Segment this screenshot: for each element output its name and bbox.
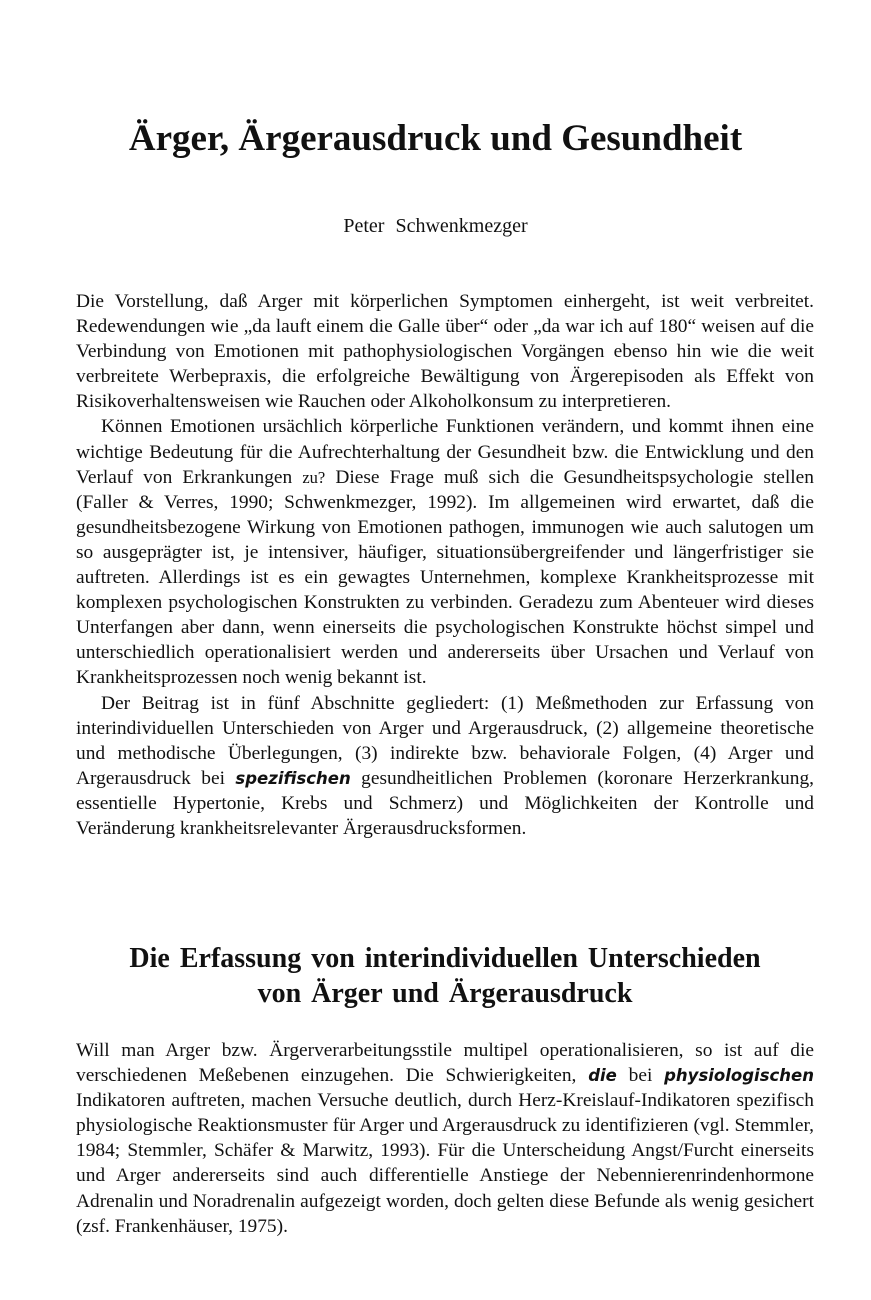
intro-paragraph-2-part-1: Können Emotionen ursächlich körperliche Funktionen verändern, und kommt ihnen eine wichtige Bedeutung für die Aufrechterhaltung der Gesundheit bzw. die Entwicklung und den Verlauf von Erkrankungen: [76, 416, 814, 488]
intro-paragraph-3-part-1: Der Beitrag ist in fünf Abschnitte gegliedert: (1) Meßmethoden zur Erfassung von interindividuellen Unterschieden von Arger und Argerausdruck, (2) allgemeine theoretische und methodische Überlegungen, (3) indirekte bzw. behaviorale Folgen, (4) Arger und Argerausdruck bei: [76, 692, 814, 789]
intro-paragraph-2-zu: zu?: [302, 467, 326, 487]
emphasis-die: die: [588, 1066, 617, 1086]
intro-paragraph-2: [76, 414, 814, 690]
author-name: Peter Schwenkmezger: [343, 215, 528, 237]
intro-paragraph-3: [76, 691, 814, 842]
emphasis-spezifischen: spezifischen: [235, 768, 351, 788]
section-paragraph-1-part-1: Will man Arger bzw. Ärgerverarbeitungsstile multipel operationalisieren, so ist auf die verschiedenen Meßebenen einzugehen. Die Schwierigkeiten,: [76, 1040, 814, 1087]
intro-paragraph-1: Die Vorstellung, daß Arger mit körperlichen Symptomen einhergeht, ist weit verbreitet. Redewendungen wie „da lauft einem die Galle über“ oder „da war ich auf 180“ weisen auf die Verbindung von Emotionen mit pathophysiologischen Vorgängen ebenso hin wie die weit verbreitete Werbepraxis, die erfolgreiche Bewältigung von Ärgerepisoden als Effekt von Risikoverhaltensweisen wie Rauchen oder Alkoholkonsum zu interpretieren.: [76, 291, 814, 413]
emphasis-physiologischen: physiologischen: [664, 1066, 814, 1086]
intro-paragraph-2-part-2: Diese Frage muß sich die Gesundheitspsychologie stellen (Faller & Verres, 1990; Schwenkmezger, 1992). Im allgemeinen wird erwartet, daß die gesundheitsbezogene Wirkung von Emotionen pathogen, immunogen wie auch salutogen um so ausgeprägter ist, je intensiver, häufiger, situationsübergreifender und längerfristiger sie auftreten. Allerdings ist es ein gewagtes Unternehmen, komplexe Krankheitsprozesse mit komplexen psychologischen Konstrukten zu verbinden. Geradezu zum Abenteuer wird dieses Unterfangen aber dann, wenn einerseits die psychologischen Konstrukte höchst simpel und unterschiedlich operationalisiert werden und andererseits über Ursachen und Verlauf von Krankheitsprozessen noch wenig bekannt ist.: [76, 466, 814, 689]
section-heading-line-2: von Ärger und Ärgerausdruck: [257, 978, 633, 1009]
intro-body: [76, 289, 814, 841]
section-paragraph-1-part-2: Indikatoren auftreten, machen Versuche deutlich, durch Herz-Kreislauf-Indikatoren spezifisch physiologische Reaktionsmuster für Arger und Argerausdruck zu identifizieren (vgl. Stemmler, 1984; Stemmler, Schäfer & Marwitz, 1993). Für die Unterscheidung Angst/Furcht einerseits und Arger andererseits sind auch differentielle Anstiege der Nebennierenrindenhormone Adrenalin und Noradrenalin aufgezeigt worden, doch gelten diese Befunde als wenig gesichert (zsf. Frankenhäuser, 1975).: [76, 1090, 814, 1237]
section-paragraph-1-bei: bei: [628, 1065, 653, 1087]
section-heading-line-1: Die Erfassung von interindividuellen Unterschieden: [129, 943, 761, 974]
section-paragraph-1: [76, 1038, 814, 1239]
intro-paragraph-3-part-2: gesundheitlichen Problemen (koronare Herzerkrankung, essentielle Hypertonie, Krebs und Schmerz) und Möglichkeiten der Kontrolle und Veränderung krankheitsrelevanter Ärgerausdrucksformen.: [76, 767, 814, 839]
section-heading: [100, 941, 790, 1011]
section-body: [76, 1038, 814, 1239]
paper-title: Ärger, Ärgerausdruck und Gesundheit: [128, 118, 743, 159]
